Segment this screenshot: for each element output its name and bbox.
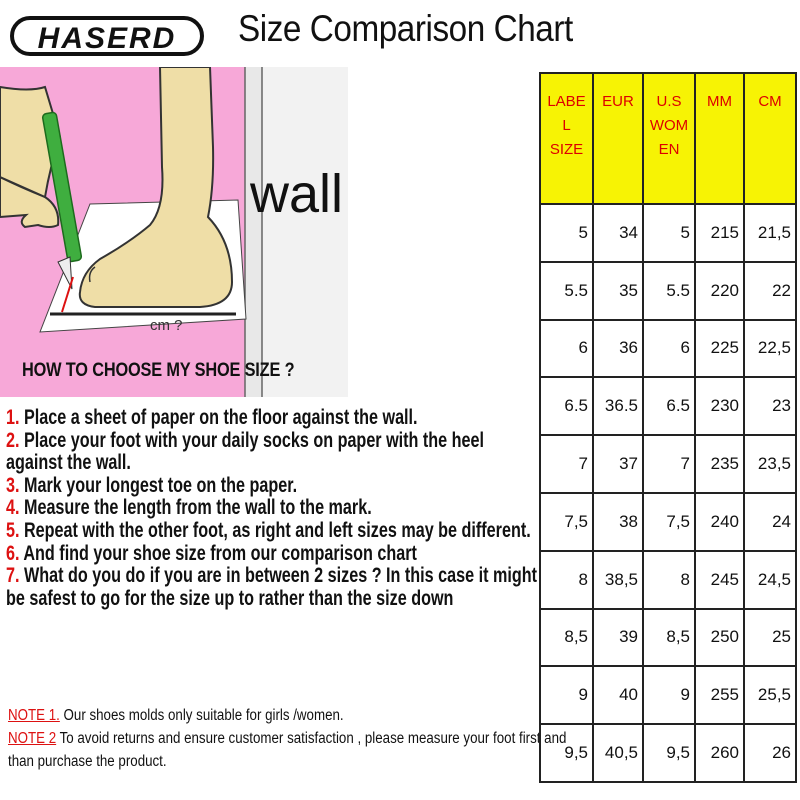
cell-us: 9 <box>643 666 695 724</box>
step-item: 2. Place your foot with your daily socks on paper with the heel against the wall. <box>6 428 485 475</box>
cell-mm: 225 <box>695 320 744 378</box>
cell-mm: 230 <box>695 377 744 435</box>
note-item: NOTE 2 To avoid returns and ensure customer satisfaction , please measure your foot first and than purchase the product. <box>8 730 567 770</box>
cell-mm: 220 <box>695 262 744 320</box>
cell-cm: 23 <box>744 377 796 435</box>
cell-label: 6.5 <box>540 377 593 435</box>
cell-us: 5 <box>643 204 695 262</box>
table-row <box>540 724 796 782</box>
cell-us: 7 <box>643 435 695 493</box>
cell-label: 8,5 <box>540 609 593 667</box>
cell-label: 5 <box>540 204 593 262</box>
cell-eur: 40,5 <box>593 724 643 782</box>
step-item: 7. What do you do if you are in between 2 sizes ? In this case it might be safest to go for the size up to rather than the size down <box>6 564 538 610</box>
cell-eur: 35 <box>593 262 643 320</box>
header-mm: MM <box>695 73 744 204</box>
header-eur: EUR <box>593 73 643 204</box>
cell-label: 6 <box>540 320 593 378</box>
brand-logo-text: HASERD <box>37 22 177 55</box>
cell-us: 5.5 <box>643 262 695 320</box>
brand-logo <box>10 12 205 60</box>
cell-label: 9,5 <box>540 724 593 782</box>
ruler-label: cm ? <box>150 317 183 334</box>
cell-eur: 36 <box>593 320 643 378</box>
cell-cm: 24 <box>744 493 796 551</box>
cell-mm: 235 <box>695 435 744 493</box>
cell-eur: 40 <box>593 666 643 724</box>
cell-label: 9 <box>540 666 593 724</box>
page-title: Size Comparison Chart <box>238 8 573 49</box>
cell-us: 6.5 <box>643 377 695 435</box>
cell-mm: 245 <box>695 551 744 609</box>
cell-mm: 240 <box>695 493 744 551</box>
cell-eur: 38 <box>593 493 643 551</box>
wall-label: wall <box>250 164 344 224</box>
cell-eur: 36.5 <box>593 377 643 435</box>
cell-cm: 25 <box>744 609 796 667</box>
cell-us: 9,5 <box>643 724 695 782</box>
howto-heading: HOW TO CHOOSE MY SHOE SIZE ? <box>22 360 295 381</box>
cell-mm: 250 <box>695 609 744 667</box>
cell-us: 7,5 <box>643 493 695 551</box>
cell-label: 7,5 <box>540 493 593 551</box>
cell-mm: 215 <box>695 204 744 262</box>
cell-mm: 255 <box>695 666 744 724</box>
header-cm: CM <box>744 73 796 204</box>
step-item: 4. Measure the length from the wall to the mark. <box>6 496 372 520</box>
foot-measure-illustration <box>0 67 348 397</box>
step-item: 3. Mark your longest toe on the paper. <box>6 473 298 497</box>
step-item: 1. Place a sheet of paper on the floor against the wall. <box>6 406 418 429</box>
table-header-row <box>540 73 796 204</box>
cell-eur: 34 <box>593 204 643 262</box>
cell-us: 8,5 <box>643 609 695 667</box>
cell-cm: 26 <box>744 724 796 782</box>
header-label-size: LABE L SIZE <box>540 73 593 204</box>
cell-mm: 260 <box>695 724 744 782</box>
cell-us: 6 <box>643 320 695 378</box>
cell-cm: 25,5 <box>744 666 796 724</box>
table-row <box>540 435 796 493</box>
cell-cm: 22,5 <box>744 320 796 378</box>
cell-label: 5.5 <box>540 262 593 320</box>
cell-cm: 24,5 <box>744 551 796 609</box>
cell-cm: 21,5 <box>744 204 796 262</box>
cell-label: 7 <box>540 435 593 493</box>
header-us-women: U.S WOM EN <box>643 73 695 204</box>
step-item: 5. Repeat with the other foot, as right and left sizes may be different. <box>6 518 531 542</box>
cell-us: 8 <box>643 551 695 609</box>
cell-eur: 38,5 <box>593 551 643 609</box>
table-row <box>540 493 796 551</box>
cell-cm: 23,5 <box>744 435 796 493</box>
table-row <box>540 609 796 667</box>
size-table <box>539 72 797 783</box>
cell-label: 8 <box>540 551 593 609</box>
step-item: 6. And find your shoe size from our comparison chart <box>6 541 417 565</box>
table-row <box>540 204 796 262</box>
instruction-steps <box>6 407 586 610</box>
table-row <box>540 666 796 724</box>
cell-eur: 37 <box>593 435 643 493</box>
note-item: NOTE 1. Our shoes molds only suitable for girls /women. <box>8 707 344 724</box>
notes <box>8 704 568 773</box>
cell-eur: 39 <box>593 609 643 667</box>
table-row <box>540 551 796 609</box>
table-row <box>540 320 796 378</box>
table-row <box>540 377 796 435</box>
table-row <box>540 262 796 320</box>
cell-cm: 22 <box>744 262 796 320</box>
